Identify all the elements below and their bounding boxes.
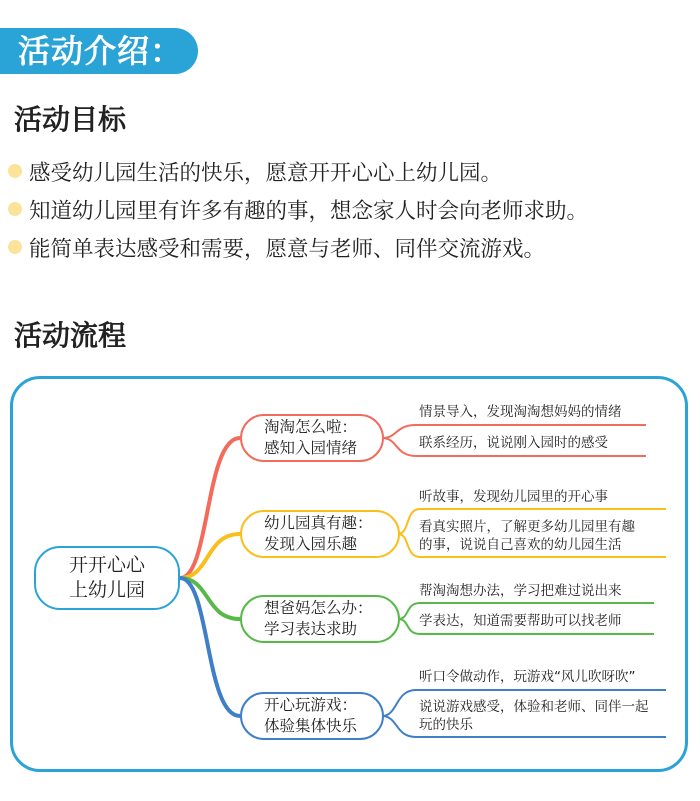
leaf-text: 帮淘淘想办法，学习把难过说出来 [419, 583, 622, 599]
leaf-text: 听口令做动作，玩游戏“风儿吹呀吹” [419, 669, 636, 685]
leaf-text: 的事，说说自己喜欢的幼儿园生活 [419, 537, 622, 553]
branch-node-1: 淘淘怎么啦： 感知入园情绪 [240, 414, 384, 462]
mindmap-center-node: 开开心心 上幼儿园 [34, 546, 180, 610]
goal-item: 感受幼儿园生活的快乐，愿意开开心心上幼儿园。 [8, 152, 698, 190]
leaf-text: 看真实照片，了解更多幼儿园里有趣 [419, 519, 635, 535]
leaf-text: 学表达，知道需要帮助可以找老师 [419, 613, 622, 629]
goal-item: 知道幼儿园里有许多有趣的事，想念家人时会向老师求助。 [8, 190, 698, 228]
branch-node-3: 想爸妈怎么办： 学习表达求助 [240, 595, 400, 643]
leaf-text: 说说游戏感受，体验和老师、同伴一起 [419, 699, 649, 715]
leaf-text: 玩的快乐 [419, 717, 473, 733]
leaf-text: 联系经历，说说刚入园时的感受 [419, 435, 608, 451]
goals-heading: 活动目标 [14, 98, 126, 138]
connector-red [180, 438, 240, 578]
branch-node-4: 开心玩游戏： 体验集体快乐 [240, 692, 384, 740]
section-tag-activity-intro: 活动介绍： [0, 28, 198, 74]
leaf-text: 听故事，发现幼儿园里的开心事 [419, 489, 608, 505]
process-heading: 活动流程 [14, 314, 126, 354]
goal-item: 能简单表达感受和需要，愿意与老师、同伴交流游戏。 [8, 228, 698, 266]
branch-node-2: 幼儿园真有趣： 发现入园乐趣 [240, 510, 400, 558]
leaf-text: 情景导入，发现淘淘想妈妈的情绪 [419, 404, 622, 420]
